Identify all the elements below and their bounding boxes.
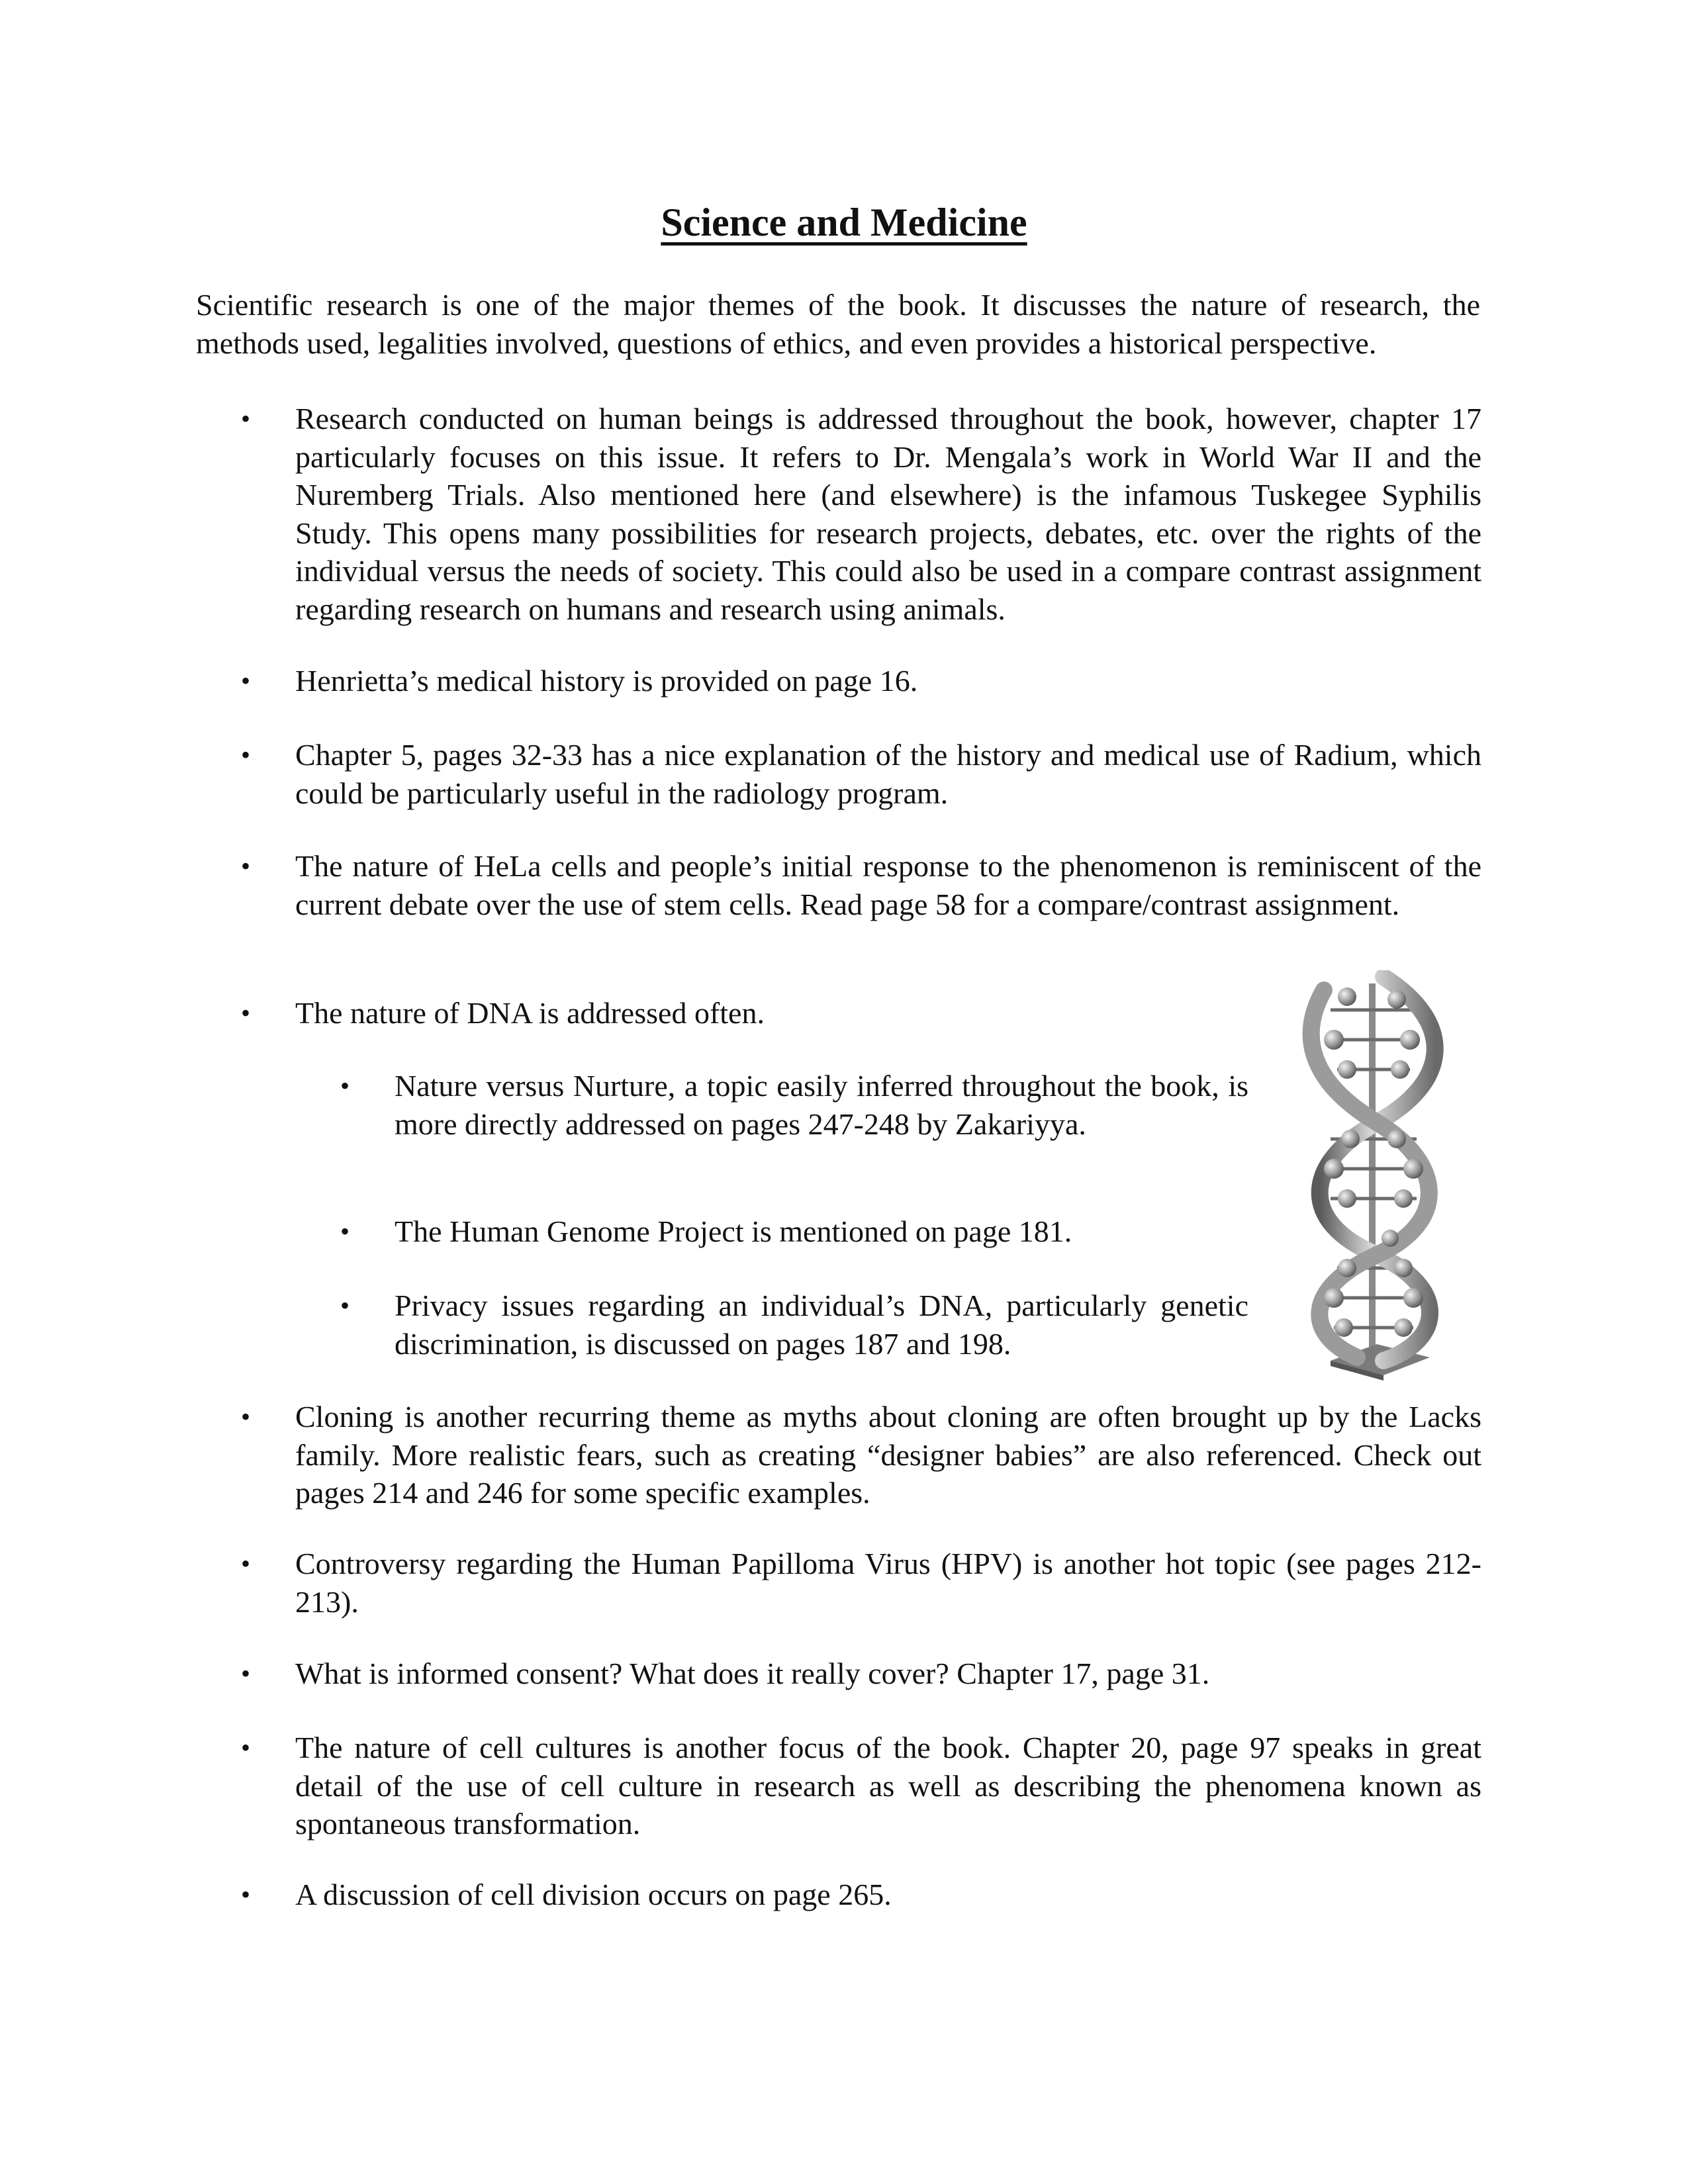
sub-list-item-text: The Human Genome Project is mentioned on page 181.: [395, 1214, 1072, 1248]
bullet-icon: •: [241, 404, 251, 433]
list-item-text: A discussion of cell division occurs on page 265.: [295, 1878, 892, 1911]
bullet-icon: •: [241, 1549, 251, 1578]
bullet-icon: •: [241, 1733, 251, 1762]
list-item-text: Chapter 5, pages 32-33 has a nice explanation of the history and medical use of Radium, which could be particularly useful in the radiology program.: [295, 738, 1481, 810]
sub-list-item: [340, 1067, 1248, 1143]
sub-list-item-text: Privacy issues regarding an individual’s DNA, particularly genetic discrimination, is discussed on pages 187 and 198.: [395, 1289, 1248, 1361]
list-item: [241, 847, 1481, 923]
bullet-icon: •: [241, 998, 251, 1028]
list-item-text: Controversy regarding the Human Papilloma Virus (HPV) is another hot topic (see pages 212-213).: [295, 1547, 1481, 1619]
list-item-text: Henrietta’s medical history is provided on page 16.: [295, 664, 918, 698]
dna-helix-icon: [1284, 970, 1470, 1381]
bullet-icon: •: [340, 1216, 350, 1246]
bullet-icon: •: [241, 1880, 251, 1909]
list-item: [241, 400, 1481, 628]
sub-list-item-text: Nature versus Nurture, a topic easily inferred throughout the book, is more directly addressed on pages 247-248 by Zakariyya.: [395, 1069, 1248, 1141]
sub-list-item: [340, 1287, 1248, 1363]
bullet-icon: •: [241, 1659, 251, 1688]
page-title: [0, 196, 1688, 249]
list-item: [241, 1655, 1481, 1693]
list-item-text: The nature of cell cultures is another focus of the book. Chapter 20, page 97 speaks in great detail of the use of cell culture in research as well as describing the phenomena known as spontaneous transformation.: [295, 1731, 1481, 1841]
list-item: [241, 1729, 1481, 1843]
bullet-icon: •: [340, 1071, 350, 1101]
list-item-text: What is informed consent? What does it really cover? Chapter 17, page 31.: [295, 1657, 1210, 1690]
list-item-text: Research conducted on human beings is addressed throughout the book, however, chapter 17 particularly focuses on this issue. It refers to Dr. Mengala’s work in World War II and the Nuremberg Trials. Also mentioned here (and elsewhere) is the infamous Tuskegee Syphilis Study. This opens many possibilities for research projects, debates, etc. over the rights of the individual versus the needs of society. This could also be used in a compare contrast assignment regarding research on humans and research using animals.: [295, 402, 1481, 626]
sub-list-item: [340, 1212, 1248, 1251]
list-item-text: The nature of HeLa cells and people’s initial response to the phenomenon is reminiscent of the current debate over the use of stem cells. Read page 58 for a compare/contrast assignment.: [295, 849, 1481, 921]
list-item: [241, 662, 1481, 700]
list-item: [241, 1876, 1481, 1914]
list-item: [241, 1545, 1481, 1621]
list-item-text: The nature of DNA is addressed often.: [295, 996, 765, 1030]
bullet-icon: •: [340, 1291, 350, 1320]
intro-paragraph: Scientific research is one of the major themes of the book. It discusses the nature of research, the methods used, legalities involved, questions of ethics, and even provides a historical perspective.: [196, 288, 1480, 360]
list-item-text: Cloning is another recurring theme as myths about cloning are often brought up by the Lacks family. More realistic fears, such as creating “designer babies” are also referenced. Check out pages 214 and 246 for some specific examples.: [295, 1400, 1481, 1510]
list-item: [241, 1398, 1481, 1512]
bullet-icon: •: [241, 1402, 251, 1432]
list-item: [241, 736, 1481, 812]
bullet-icon: •: [241, 740, 251, 770]
page-title-text: Science and Medicine: [661, 201, 1027, 244]
bullet-icon: •: [241, 851, 251, 881]
bullet-icon: •: [241, 666, 251, 696]
